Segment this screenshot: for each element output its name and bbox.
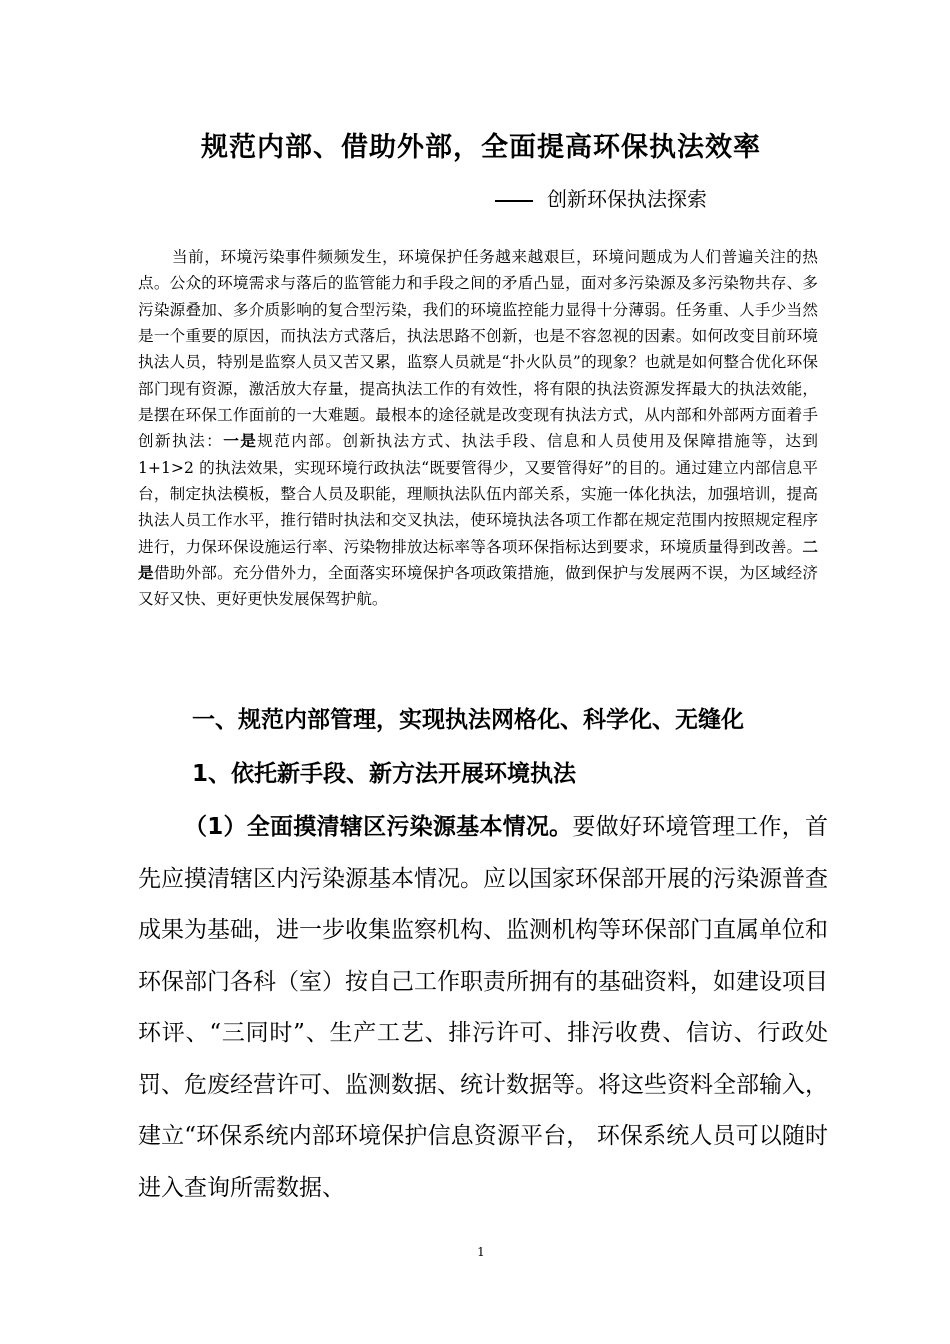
document-subtitle (495, 184, 707, 214)
subsection-heading: 1、依托新手段、新方法开展环境执法 (192, 761, 577, 787)
intro-text-part1: 当前，环境污染事件频频发生，环境保护任务越来越艰巨，环境问题成为人们普遍关注的热点。公众的环境需求与落后的监管能力和手段之间的矛盾凸显，面对多污染源及多污染物共存、多污染源叠加、多介质影响的复合型污染，我们的环境监控能力显得十分薄弱。任务重、人手少当然是一个重要的原因，而执法方式落后，执法思路不创新，也是不容忽视的因素。如何改变目前环境执法人员，特别是监察人员又苦又累，监察人员就是“扑火队员”的现象？也就是如何整合优化环保部门现有资源，激活放大存量，提高执法工作的有效性，将有限的执法资源发挥最大的执法效能，是摆在环保工作面前的一大难题。最根本的途径就是改变现有执法方式，从内部和外部两方面着手创新执法： (138, 248, 818, 451)
intro-paragraph (138, 244, 818, 613)
section-heading: 一、规范内部管理，实现执法网格化、科学化、无缝化 (192, 707, 744, 733)
body-paragraph (138, 802, 828, 1214)
paragraph-text: 要做好环境管理工作，首先应摸清辖区内污染源基本情况。应以国家环保部开展的污染源普查成果为基础，进一步收集监察机构、监测机构等环保部门直属单位和环保部门各科（室）按自己工作职责所拥有的基础资料，如建设项目环评、“三同时”、生产工艺、排污许可、排污收费、信访、行政处罚、危废经营许可、监测数据、统计数据等。将这些资料全部输入，建立“环保系统内部环境保护信息资源平台， 环保系统人员可以随时进入查询所需数据、 (138, 814, 828, 1201)
subtitle-dash (495, 200, 533, 202)
document-title: 规范内部、借助外部，全面提高环保执法效率 (201, 132, 761, 163)
intro-text-part3: 借助外部。充分借外力，全面落实环境保护各项政策措施，做到保护与发展两不误，为区域经济又好又快、更好更快发展保驾护航。 (138, 564, 818, 609)
subtitle-text: 创新环保执法探索 (547, 187, 707, 211)
intro-bold-second: 二是 (138, 536, 818, 583)
page-number: 1 (477, 1245, 485, 1259)
intro-text-part2: 规范内部。创新执法方式、执法手段、信息和人员使用及保障措施等，达到 1+1>2 的执法效果，实现环境行政执法“既要管得少，又要管得好”的目的。通过建立内部信息平台，制定执法模板，整合人员及职能，理顺执法队伍内部关系，实施一体化执法，加强培训，提高执法人员工作水平，推行错时执法和交叉执法，使环境执法各项工作都在规定范围内按照规定程序进行，力保环保设施运行率、污染物排放达标率等各项环保指标达到要求，环境质量得到改善。 (138, 432, 818, 556)
intro-bold-first: 一是 (223, 431, 258, 451)
paragraph-lead: （1）全面摸清辖区污染源基本情况。 (184, 814, 573, 840)
